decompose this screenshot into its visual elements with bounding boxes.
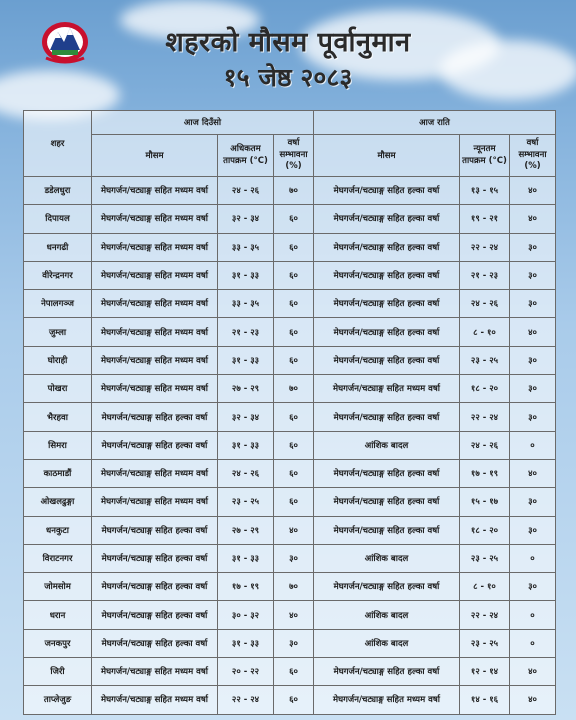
min-temp-cell: २४ - २६ xyxy=(460,431,510,459)
city-cell: धरान xyxy=(24,601,92,629)
max-temp-cell: २२ - २४ xyxy=(218,686,274,714)
weather-day-cell: मेघगर्जन/चट्याङ्ग सहित हल्का वर्षा xyxy=(92,431,218,459)
weather-day-cell: मेघगर्जन/चट्याङ्ग सहित मध्यम वर्षा xyxy=(92,233,218,261)
max-temp-cell: ३३ - ३५ xyxy=(218,290,274,318)
min-temp-cell: २३ - २५ xyxy=(460,544,510,572)
min-temp-cell: १७ - १९ xyxy=(460,459,510,487)
table-row xyxy=(24,177,556,205)
rain-night-cell: ० xyxy=(510,629,556,657)
weather-night-cell: मेघगर्जन/चट्याङ्ग सहित मध्यम वर्षा xyxy=(314,375,460,403)
table-row xyxy=(24,516,556,544)
rain-day-cell: ३० xyxy=(274,544,314,572)
rain-day-cell: ६० xyxy=(274,488,314,516)
rain-night-cell: ३० xyxy=(510,488,556,516)
table-row xyxy=(24,346,556,374)
city-cell: नेपालगञ्ज xyxy=(24,290,92,318)
weather-day-cell: मेघगर्जन/चट्याङ्ग सहित मध्यम वर्षा xyxy=(92,177,218,205)
min-temp-cell: १८ - २० xyxy=(460,516,510,544)
table-row xyxy=(24,375,556,403)
col-header-rain-night: वर्षा सम्भावना (%) xyxy=(510,135,556,177)
weather-night-cell: मेघगर्जन/चट्याङ्ग सहित हल्का वर्षा xyxy=(314,233,460,261)
weather-night-cell: मेघगर्जन/चट्याङ्ग सहित हल्का वर्षा xyxy=(314,261,460,289)
min-temp-cell: २२ - २४ xyxy=(460,403,510,431)
weather-night-cell: मेघगर्जन/चट्याङ्ग सहित हल्का वर्षा xyxy=(314,488,460,516)
weather-night-cell: आंशिक बादल xyxy=(314,431,460,459)
min-temp-cell: २१ - २३ xyxy=(460,261,510,289)
rain-day-cell: ६० xyxy=(274,459,314,487)
weather-day-cell: मेघगर्जन/चट्याङ्ग सहित हल्का वर्षा xyxy=(92,403,218,431)
min-temp-cell: १३ - १५ xyxy=(460,177,510,205)
weather-day-cell: मेघगर्जन/चट्याङ्ग सहित मध्यम वर्षा xyxy=(92,346,218,374)
table-row xyxy=(24,459,556,487)
city-cell: धनकुटा xyxy=(24,516,92,544)
weather-day-cell: मेघगर्जन/चट्याङ्ग सहित मध्यम वर्षा xyxy=(92,488,218,516)
min-temp-cell: २४ - २६ xyxy=(460,290,510,318)
city-cell: सिमरा xyxy=(24,431,92,459)
city-cell: जनकपुर xyxy=(24,629,92,657)
city-cell: भैरहवा xyxy=(24,403,92,431)
city-cell: धनगढी xyxy=(24,233,92,261)
rain-night-cell: ० xyxy=(510,544,556,572)
max-temp-cell: २४ - २६ xyxy=(218,459,274,487)
min-temp-cell: १२ - १४ xyxy=(460,658,510,686)
city-cell: डडेलधुरा xyxy=(24,177,92,205)
forecast-table xyxy=(23,110,556,715)
rain-day-cell: ७० xyxy=(274,177,314,205)
rain-day-cell: ६० xyxy=(274,346,314,374)
min-temp-cell: १४ - १६ xyxy=(460,686,510,714)
city-cell: पोखरा xyxy=(24,375,92,403)
rain-night-cell: ४० xyxy=(510,177,556,205)
table-row xyxy=(24,658,556,686)
min-temp-cell: ८ - १० xyxy=(460,573,510,601)
rain-day-cell: ६० xyxy=(274,658,314,686)
table-row xyxy=(24,318,556,346)
weather-night-cell: मेघगर्जन/चट्याङ्ग सहित हल्का वर्षा xyxy=(314,573,460,601)
weather-night-cell: मेघगर्जन/चट्याङ्ग सहित हल्का वर्षा xyxy=(314,658,460,686)
weather-night-cell: मेघगर्जन/चट्याङ्ग सहित हल्का वर्षा xyxy=(314,516,460,544)
group-header-tonight: आज राति xyxy=(314,111,556,135)
table-row xyxy=(24,601,556,629)
rain-night-cell: ४० xyxy=(510,686,556,714)
weather-day-cell: मेघगर्जन/चट्याङ्ग सहित हल्का वर्षा xyxy=(92,544,218,572)
weather-night-cell: आंशिक बादल xyxy=(314,544,460,572)
table-row xyxy=(24,573,556,601)
weather-day-cell: मेघगर्जन/चट्याङ्ग सहित मध्यम वर्षा xyxy=(92,686,218,714)
min-temp-cell: १५ - १७ xyxy=(460,488,510,516)
weather-night-cell: आंशिक बादल xyxy=(314,601,460,629)
forecast-date: १५ जेष्ठ २०८३ xyxy=(223,63,353,92)
city-cell: जोमसोम xyxy=(24,573,92,601)
rain-night-cell: ३० xyxy=(510,233,556,261)
city-cell: विराटनगर xyxy=(24,544,92,572)
city-cell: वीरेन्द्रनगर xyxy=(24,261,92,289)
col-header-max-temp: अधिकतम तापक्रम (°C) xyxy=(218,135,274,177)
rain-night-cell: ० xyxy=(510,431,556,459)
weather-day-cell: मेघगर्जन/चट्याङ्ग सहित मध्यम वर्षा xyxy=(92,658,218,686)
max-temp-cell: ३१ - ३३ xyxy=(218,346,274,374)
table-row xyxy=(24,290,556,318)
weather-day-cell: मेघगर्जन/चट्याङ्ग सहित मध्यम वर्षा xyxy=(92,318,218,346)
page-title: शहरको मौसम पूर्वानुमान xyxy=(165,27,411,58)
weather-night-cell: मेघगर्जन/चट्याङ्ग सहित हल्का वर्षा xyxy=(314,205,460,233)
min-temp-cell: २२ - २४ xyxy=(460,233,510,261)
max-temp-cell: ३० - ३२ xyxy=(218,601,274,629)
table-row xyxy=(24,205,556,233)
min-temp-cell: १९ - २१ xyxy=(460,205,510,233)
max-temp-cell: २४ - २६ xyxy=(218,177,274,205)
max-temp-cell: १७ - १९ xyxy=(218,573,274,601)
max-temp-cell: ३२ - ३४ xyxy=(218,403,274,431)
col-header-rain-day: वर्षा सम्भावना (%) xyxy=(274,135,314,177)
weather-night-cell: मेघगर्जन/चट्याङ्ग सहित हल्का वर्षा xyxy=(314,290,460,318)
city-cell: जिरी xyxy=(24,658,92,686)
max-temp-cell: २३ - २५ xyxy=(218,488,274,516)
max-temp-cell: ३३ - ३५ xyxy=(218,233,274,261)
rain-day-cell: ७० xyxy=(274,573,314,601)
city-cell: दिपायल xyxy=(24,205,92,233)
max-temp-cell: २७ - २९ xyxy=(218,516,274,544)
col-header-weather-day: मौसम xyxy=(92,135,218,177)
rain-night-cell: ३० xyxy=(510,290,556,318)
weather-day-cell: मेघगर्जन/चट्याङ्ग सहित मध्यम वर्षा xyxy=(92,290,218,318)
col-header-min-temp: न्यूनतम तापक्रम (°C) xyxy=(460,135,510,177)
weather-night-cell: आंशिक बादल xyxy=(314,629,460,657)
rain-night-cell: ३० xyxy=(510,261,556,289)
city-cell: जुम्ला xyxy=(24,318,92,346)
table-row xyxy=(24,233,556,261)
city-cell: ताप्लेजुङ xyxy=(24,686,92,714)
weather-night-cell: मेघगर्जन/चट्याङ्ग सहित हल्का वर्षा xyxy=(314,459,460,487)
min-temp-cell: २२ - २४ xyxy=(460,601,510,629)
rain-day-cell: ३० xyxy=(274,629,314,657)
col-header-city: शहर xyxy=(24,111,92,177)
weather-day-cell: मेघगर्जन/चट्याङ्ग सहित हल्का वर्षा xyxy=(92,629,218,657)
rain-night-cell: ४० xyxy=(510,318,556,346)
weather-night-cell: मेघगर्जन/चट्याङ्ग सहित हल्का वर्षा xyxy=(314,177,460,205)
min-temp-cell: ८ - १० xyxy=(460,318,510,346)
weather-day-cell: मेघगर्जन/चट्याङ्ग सहित मध्यम वर्षा xyxy=(92,261,218,289)
city-cell: ओखलढुङ्गा xyxy=(24,488,92,516)
min-temp-cell: १८ - २० xyxy=(460,375,510,403)
max-temp-cell: २० - २२ xyxy=(218,658,274,686)
rain-night-cell: ४० xyxy=(510,205,556,233)
rain-day-cell: ६० xyxy=(274,431,314,459)
weather-night-cell: मेघगर्जन/चट्याङ्ग सहित हल्का वर्षा xyxy=(314,346,460,374)
rain-night-cell: ३० xyxy=(510,516,556,544)
min-temp-cell: २३ - २५ xyxy=(460,629,510,657)
weather-day-cell: मेघगर्जन/चट्याङ्ग सहित हल्का वर्षा xyxy=(92,601,218,629)
rain-day-cell: ४० xyxy=(274,601,314,629)
table-row xyxy=(24,261,556,289)
rain-day-cell: ६० xyxy=(274,318,314,346)
weather-day-cell: मेघगर्जन/चट्याङ्ग सहित मध्यम वर्षा xyxy=(92,205,218,233)
weather-night-cell: मेघगर्जन/चट्याङ्ग सहित मध्यम वर्षा xyxy=(314,686,460,714)
rain-night-cell: ३० xyxy=(510,346,556,374)
weather-day-cell: मेघगर्जन/चट्याङ्ग सहित हल्का वर्षा xyxy=(92,573,218,601)
rain-night-cell: ४० xyxy=(510,658,556,686)
rain-day-cell: ७० xyxy=(274,375,314,403)
rain-day-cell: ६० xyxy=(274,686,314,714)
max-temp-cell: ३१ - ३३ xyxy=(218,629,274,657)
min-temp-cell: २३ - २५ xyxy=(460,346,510,374)
rain-night-cell: ० xyxy=(510,601,556,629)
col-header-weather-night: मौसम xyxy=(314,135,460,177)
weather-night-cell: मेघगर्जन/चट्याङ्ग सहित हल्का वर्षा xyxy=(314,318,460,346)
table-row xyxy=(24,629,556,657)
table-row xyxy=(24,403,556,431)
rain-night-cell: ४० xyxy=(510,459,556,487)
table-row xyxy=(24,431,556,459)
table-row xyxy=(24,488,556,516)
max-temp-cell: ३२ - ३४ xyxy=(218,205,274,233)
forecast-table-container xyxy=(23,110,555,714)
max-temp-cell: २१ - २३ xyxy=(218,318,274,346)
rain-day-cell: ६० xyxy=(274,290,314,318)
rain-day-cell: ४० xyxy=(274,516,314,544)
group-header-today-day: आज दिउँसो xyxy=(92,111,314,135)
max-temp-cell: ३१ - ३३ xyxy=(218,261,274,289)
rain-day-cell: ६० xyxy=(274,261,314,289)
weather-night-cell: मेघगर्जन/चट्याङ्ग सहित हल्का वर्षा xyxy=(314,403,460,431)
max-temp-cell: ३१ - ३३ xyxy=(218,544,274,572)
table-row xyxy=(24,544,556,572)
weather-day-cell: मेघगर्जन/चट्याङ्ग सहित मध्यम वर्षा xyxy=(92,459,218,487)
city-cell: काठमाडौं xyxy=(24,459,92,487)
table-row xyxy=(24,686,556,714)
rain-night-cell: ३० xyxy=(510,573,556,601)
rain-day-cell: ६० xyxy=(274,403,314,431)
rain-day-cell: ६० xyxy=(274,205,314,233)
weather-day-cell: मेघगर्जन/चट्याङ्ग सहित मध्यम वर्षा xyxy=(92,375,218,403)
rain-night-cell: ३० xyxy=(510,375,556,403)
max-temp-cell: २७ - २९ xyxy=(218,375,274,403)
max-temp-cell: ३१ - ३३ xyxy=(218,431,274,459)
city-cell: घोराही xyxy=(24,346,92,374)
weather-day-cell: मेघगर्जन/चट्याङ्ग सहित हल्का वर्षा xyxy=(92,516,218,544)
rain-day-cell: ६० xyxy=(274,233,314,261)
rain-night-cell: ३० xyxy=(510,403,556,431)
